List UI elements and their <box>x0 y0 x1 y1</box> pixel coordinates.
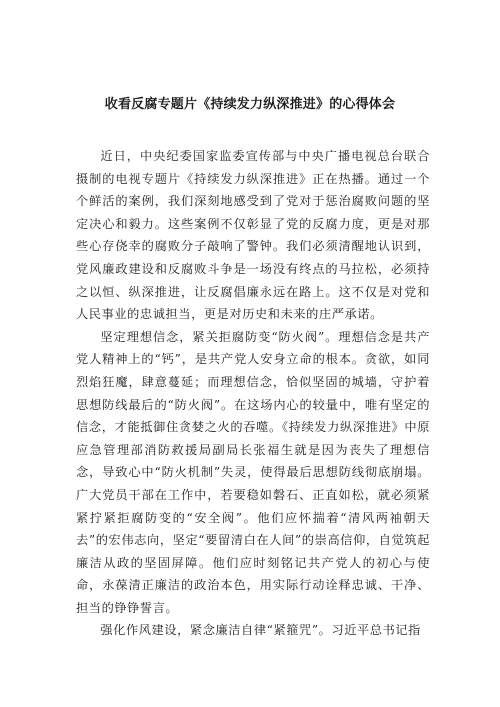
paragraph: 强化作风建设，紧念廉洁自律“紧箍咒”。习近平总书记指 <box>100 623 421 638</box>
paragraph: 坚定理想信念，紧关拒腐防变“防火阀”。理想信念是共产党人精神上的“钙”，是共产党人安身立命的根本。贪欲，如同烈焰狂魔，肆意蔓延；而理想信念，恰似坚固的城墙，守护着思想防线最后的“防火阀”。在这场内心的较量中，唯有坚定的信念，才能抵御住贪婪之火的吞噬。《持续发力纵深推进》中原应急管理部消防救援局副局长张福生就是因为丧失了理想信念，导致心中“防火机制”失灵，使得最后思想防线彻底崩塌。广大党员干部在工作中，若要稳如磐石、正直如松，就必须紧紧拧紧拒腐防变的“安全阀”。他们应怀揣着“清风两袖朝天去”的宏伟志向，坚定“要留清白在人间”的崇高信仰，自觉筑起廉洁从政的坚固屏障。他们应时刻铭记共产党人的初心与使命，永葆清正廉洁的政治本色，用实际行动诠释忠诚、干净、担当的铮铮誓言。 <box>76 329 430 615</box>
document-body <box>76 145 430 642</box>
paragraph: 近日，中央纪委国家监委宣传部与中央广播电视总台联合摄制的电视专题片《持续发力纵深推进》正在热播。通过一个个鲜活的案例，我们深刻地感受到了党对于惩治腐败问题的坚定决心和毅力。这些案例不仅彰显了党的反腐力度，更是对那些心存侥幸的腐败分子敲响了警钟。我们必须清醒地认识到，党风廉政建设和反腐败斗争是一场没有终点的马拉松，必须持之以恒、纵深推进，让反腐倡廉永远在路上。这不仅是对党和人民事业的忠诚担当，更是对历史和未来的庄严承诺。 <box>76 149 430 322</box>
document-title: 收看反腐专题片《持续发力纵深推进》的心得体会 <box>104 97 396 112</box>
